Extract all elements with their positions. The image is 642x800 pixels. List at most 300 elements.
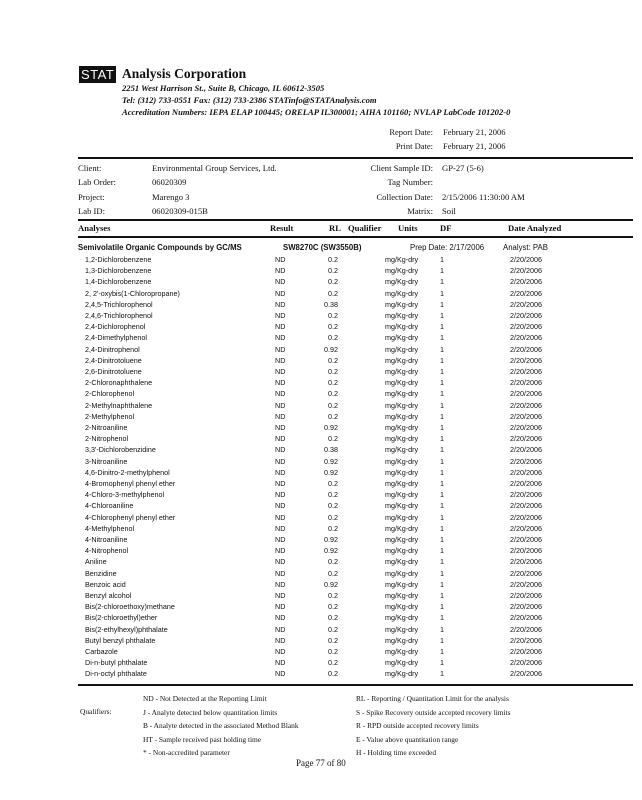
result-value: ND — [275, 669, 286, 679]
units-value: mg/Kg-dry — [385, 512, 419, 522]
result-value: ND — [275, 546, 286, 556]
table-row — [0, 636, 642, 647]
units-value: mg/Kg-dry — [385, 456, 419, 466]
date-analyzed-value: 2/20/2006 — [510, 512, 542, 522]
table-row — [0, 333, 642, 344]
date-analyzed-value: 2/20/2006 — [510, 288, 542, 298]
rl-value: 0.2 — [328, 479, 338, 488]
df-value: 1 — [440, 579, 444, 589]
result-value: ND — [275, 255, 286, 264]
result-value: ND — [275, 344, 286, 354]
units-value: mg/Kg-dry — [385, 434, 419, 444]
rl-value: 0.2 — [328, 557, 338, 567]
analyte-name: 2-Nitroaniline — [85, 423, 128, 432]
units-value: mg/Kg-dry — [385, 591, 419, 600]
analyte-name: Bis(2-chloroethyl)ether — [85, 613, 158, 623]
result-value: ND — [275, 535, 286, 544]
divider — [78, 157, 633, 159]
df-value: 1 — [440, 434, 444, 444]
analyte-name: Benzoic acid — [85, 579, 126, 589]
df-value: 1 — [440, 624, 444, 634]
rl-value: 0.2 — [328, 512, 338, 522]
rl-value: 0.2 — [328, 322, 338, 332]
df-value: 1 — [440, 411, 444, 421]
client-label: Client: — [78, 163, 102, 173]
qualifier-item: E - Value above quantitation range — [356, 734, 459, 744]
analyte-name: 4-Nitroaniline — [85, 535, 128, 544]
analyte-name: 2-Methylnaphthalene — [85, 400, 153, 410]
result-value: ND — [275, 355, 286, 365]
result-value: ND — [275, 501, 286, 511]
date-analyzed-value: 2/20/2006 — [510, 411, 542, 421]
tag-number-label: Tag Number: — [387, 177, 433, 187]
df-value: 1 — [440, 669, 444, 679]
df-value: 1 — [440, 535, 444, 544]
date-analyzed-value: 2/20/2006 — [510, 400, 542, 410]
analyte-name: 1,3-Dichlorobenzene — [85, 266, 152, 276]
result-value: ND — [275, 423, 286, 432]
stat-logo: STAT — [81, 67, 115, 82]
date-analyzed-value: 2/20/2006 — [510, 535, 542, 544]
df-value: 1 — [440, 344, 444, 354]
rl-value: 0.2 — [328, 411, 338, 421]
date-analyzed-value: 2/20/2006 — [510, 255, 542, 264]
analyte-name: Benzidine — [85, 568, 117, 578]
analyte-name: Bis(2-chloroethoxy)methane — [85, 602, 175, 612]
analyte-name: 2,4,6-Trichlorophenol — [85, 311, 153, 320]
date-analyzed-value: 2/20/2006 — [510, 613, 542, 623]
df-value: 1 — [440, 523, 444, 533]
units-value: mg/Kg-dry — [385, 255, 419, 264]
table-row — [0, 445, 642, 456]
result-value: ND — [275, 333, 286, 343]
table-row — [0, 658, 642, 669]
qualifier-item: R - RPD outside accepted recovery limits — [356, 721, 479, 730]
col-date-analyzed: Date Analyzed — [508, 223, 562, 233]
rl-value: 0.2 — [328, 434, 338, 444]
df-value: 1 — [440, 378, 444, 388]
rl-value: 0.2 — [328, 355, 338, 365]
rl-value: 0.2 — [328, 378, 338, 388]
table-row — [0, 389, 642, 400]
rl-value: 0.2 — [328, 501, 338, 511]
units-value: mg/Kg-dry — [385, 613, 419, 623]
matrix-label: Matrix: — [407, 206, 433, 216]
table-row — [0, 277, 642, 288]
df-value: 1 — [440, 389, 444, 399]
table-row — [0, 569, 642, 580]
analyte-name: 1,4-Dichlorobenzene — [85, 277, 152, 287]
analyte-name: 4-Nitrophenol — [85, 546, 129, 556]
date-analyzed-value: 2/20/2006 — [510, 277, 542, 287]
divider — [78, 684, 633, 686]
table-row — [0, 378, 642, 389]
analyte-name: 4,6-Dinitro-2-methylphenol — [85, 467, 170, 477]
divider — [78, 236, 633, 238]
analyte-name: 1,2-Dichlorobenzene — [85, 255, 152, 264]
df-value: 1 — [440, 546, 444, 556]
analyte-name: 2-Chloronaphthalene — [85, 378, 153, 388]
units-value: mg/Kg-dry — [385, 669, 419, 679]
col-qualifier: Qualifier — [348, 223, 382, 233]
df-value: 1 — [440, 311, 444, 320]
rl-value: 0.2 — [328, 624, 338, 634]
table-row — [0, 356, 642, 367]
result-value: ND — [275, 658, 286, 668]
rl-value: 0.2 — [328, 602, 338, 612]
rl-value: 0.92 — [324, 423, 338, 432]
units-value: mg/Kg-dry — [385, 557, 419, 567]
result-value: ND — [275, 456, 286, 466]
print-date-value: February 21, 2006 — [443, 141, 506, 151]
qualifier-item: B - Analyte detected in the associated Method Blank — [143, 721, 299, 730]
analyte-name: Bis(2-ethylhexyl)phthalate — [85, 624, 168, 634]
date-analyzed-value: 2/20/2006 — [510, 647, 542, 656]
table-row — [0, 625, 642, 636]
lab-order-value: 06020309 — [152, 177, 187, 187]
rl-value: 0.2 — [328, 255, 338, 264]
table-row — [0, 401, 642, 412]
rl-value: 0.92 — [324, 467, 338, 477]
qualifier-item: H - Holding time exceeded — [356, 748, 437, 757]
units-value: mg/Kg-dry — [385, 602, 419, 612]
analyte-name: 3,3'-Dichlorobenzidine — [85, 445, 156, 455]
collection-date-value: 2/15/2006 11:30:00 AM — [442, 192, 525, 202]
units-value: mg/Kg-dry — [385, 266, 419, 276]
page-number: Page 77 of 80 — [296, 758, 346, 768]
col-df: DF — [440, 223, 452, 233]
df-value: 1 — [440, 299, 444, 309]
rl-value: 0.2 — [328, 389, 338, 399]
units-value: mg/Kg-dry — [385, 624, 419, 634]
date-analyzed-value: 2/20/2006 — [510, 669, 542, 679]
client-value: Environmental Group Services, Ltd. — [152, 163, 277, 173]
date-analyzed-value: 2/20/2006 — [510, 423, 542, 432]
analyte-name: Butyl benzyl phthalate — [85, 635, 156, 645]
rl-value: 0.2 — [328, 635, 338, 645]
units-value: mg/Kg-dry — [385, 445, 419, 455]
units-value: mg/Kg-dry — [385, 490, 419, 500]
df-value: 1 — [440, 456, 444, 466]
date-analyzed-value: 2/20/2006 — [510, 467, 542, 477]
units-value: mg/Kg-dry — [385, 333, 419, 343]
table-row — [0, 457, 642, 468]
date-analyzed-value: 2/20/2006 — [510, 434, 542, 444]
table-row — [0, 490, 642, 501]
table-row — [0, 546, 642, 557]
df-value: 1 — [440, 591, 444, 600]
qualifier-item: S - Spike Recovery outside accepted recovery limits — [356, 707, 511, 717]
report-date-label: Report Date: — [389, 127, 433, 137]
section-analyst: Analyst: PAB — [503, 243, 548, 252]
analyte-name: 2, 2'-oxybis(1-Chloropropane) — [85, 288, 180, 298]
table-row — [0, 367, 642, 378]
df-value: 1 — [440, 322, 444, 332]
col-rl: RL — [329, 223, 341, 233]
result-value: ND — [275, 647, 286, 656]
table-row — [0, 311, 642, 322]
units-value: mg/Kg-dry — [385, 658, 419, 668]
date-analyzed-value: 2/20/2006 — [510, 602, 542, 612]
analyte-name: 4-Chlorophenyl phenyl ether — [85, 512, 176, 522]
units-value: mg/Kg-dry — [385, 288, 419, 298]
rl-value: 0.2 — [328, 400, 338, 410]
table-row — [0, 647, 642, 658]
units-value: mg/Kg-dry — [385, 523, 419, 533]
analyte-name: 4-Methylphenol — [85, 523, 135, 533]
units-value: mg/Kg-dry — [385, 647, 419, 656]
result-value: ND — [275, 602, 286, 612]
df-value: 1 — [440, 445, 444, 455]
result-value: ND — [275, 613, 286, 623]
units-value: mg/Kg-dry — [385, 277, 419, 287]
rl-value: 0.2 — [328, 367, 338, 376]
rl-value: 0.2 — [328, 647, 338, 656]
units-value: mg/Kg-dry — [385, 467, 419, 477]
analyte-name: 2-Methylphenol — [85, 411, 135, 421]
rl-value: 0.2 — [328, 266, 338, 276]
table-row — [0, 513, 642, 524]
rl-value: 0.2 — [328, 568, 338, 578]
result-value: ND — [275, 378, 286, 388]
result-value: ND — [275, 322, 286, 332]
result-value: ND — [275, 445, 286, 455]
date-analyzed-value: 2/20/2006 — [510, 378, 542, 388]
df-value: 1 — [440, 333, 444, 343]
qualifier-item: J - Analyte detected below quantitation limits — [143, 707, 278, 717]
col-analyses: Analyses — [78, 223, 111, 233]
lab-order-label: Lab Order: — [78, 177, 116, 187]
table-row — [0, 255, 642, 266]
table-row — [0, 266, 642, 277]
df-value: 1 — [440, 479, 444, 488]
date-analyzed-value: 2/20/2006 — [510, 523, 542, 533]
qualifier-item: ND - Not Detected at the Reporting Limit — [143, 694, 267, 703]
units-value: mg/Kg-dry — [385, 355, 419, 365]
analyte-name: Di-n-butyl phthalate — [85, 658, 148, 668]
units-value: mg/Kg-dry — [385, 367, 419, 376]
company-contact: Tel: (312) 733-0551 Fax: (312) 733-2386 STATinfo@STATAnalysis.com — [122, 95, 377, 105]
analyte-name: 3-Nitroaniline — [85, 456, 128, 466]
result-value: ND — [275, 523, 286, 533]
table-row — [0, 479, 642, 490]
analyte-name: 2,4,5-Trichlorophenol — [85, 299, 153, 309]
result-value: ND — [275, 490, 286, 500]
rl-value: 0.2 — [328, 523, 338, 533]
result-value: ND — [275, 579, 286, 589]
df-value: 1 — [440, 635, 444, 645]
table-row — [0, 300, 642, 311]
section-title: Semivolatile Organic Compounds by GC/MS — [78, 243, 242, 252]
date-analyzed-value: 2/20/2006 — [510, 557, 542, 567]
lab-id-value: 06020309-015B — [152, 206, 208, 216]
analyte-name: 2,4-Dimethylphenol — [85, 333, 147, 343]
print-date-label: Print Date: — [395, 141, 433, 151]
rl-value: 0.2 — [328, 277, 338, 287]
table-row — [0, 412, 642, 423]
table-row — [0, 557, 642, 568]
result-value: ND — [275, 311, 286, 320]
df-value: 1 — [440, 490, 444, 500]
result-value: ND — [275, 288, 286, 298]
result-value: ND — [275, 367, 286, 376]
divider — [78, 219, 633, 221]
company-name: Analysis Corporation — [122, 66, 247, 81]
table-row — [0, 613, 642, 624]
units-value: mg/Kg-dry — [385, 344, 419, 354]
analyte-name: Benzyl alcohol — [85, 591, 132, 600]
lab-id-label: Lab ID: — [78, 206, 105, 216]
units-value: mg/Kg-dry — [385, 501, 419, 511]
analyte-name: 2,4-Dinitrophenol — [85, 344, 140, 354]
units-value: mg/Kg-dry — [385, 479, 419, 488]
collection-date-label: Collection Date: — [376, 192, 433, 202]
analyte-name: Carbazole — [85, 647, 118, 656]
units-value: mg/Kg-dry — [385, 322, 419, 332]
table-row — [0, 669, 642, 680]
df-value: 1 — [440, 467, 444, 477]
df-value: 1 — [440, 355, 444, 365]
date-analyzed-value: 2/20/2006 — [510, 568, 542, 578]
table-header — [0, 223, 642, 235]
rl-value: 0.92 — [324, 535, 338, 544]
table-row — [0, 524, 642, 535]
matrix-value: Soil — [442, 206, 456, 216]
project-label: Project: — [78, 192, 105, 202]
analyte-name: Di-n-octyl phthalate — [85, 669, 147, 679]
date-analyzed-value: 2/20/2006 — [510, 658, 542, 668]
date-analyzed-value: 2/20/2006 — [510, 579, 542, 589]
qualifier-item: * - Non-accredited parameter — [143, 748, 230, 757]
analyte-name: 2-Nitrophenol — [85, 434, 129, 444]
table-row — [0, 535, 642, 546]
result-value: ND — [275, 467, 286, 477]
report-date-value: February 21, 2006 — [443, 127, 506, 137]
units-value: mg/Kg-dry — [385, 568, 419, 578]
df-value: 1 — [440, 367, 444, 376]
units-value: mg/Kg-dry — [385, 423, 419, 432]
result-value: ND — [275, 299, 286, 309]
date-analyzed-value: 2/20/2006 — [510, 355, 542, 365]
accreditation-numbers: Accreditation Numbers: IEPA ELAP 100445; ORELAP IL300001; AIHA 101160; NVLAP LabCode 101202-0 — [122, 107, 511, 117]
analyte-name: Aniline — [85, 557, 107, 567]
rl-value: 0.2 — [328, 658, 338, 668]
result-value: ND — [275, 411, 286, 421]
df-value: 1 — [440, 501, 444, 511]
units-value: mg/Kg-dry — [385, 546, 419, 556]
df-value: 1 — [440, 288, 444, 298]
date-analyzed-value: 2/20/2006 — [510, 591, 542, 600]
df-value: 1 — [440, 658, 444, 668]
qualifiers-label: Qualifiers: — [80, 707, 112, 716]
col-result: Result — [270, 223, 294, 233]
result-value: ND — [275, 434, 286, 444]
analyte-name: 2,4-Dichlorophenol — [85, 322, 146, 332]
result-value: ND — [275, 568, 286, 578]
df-value: 1 — [440, 400, 444, 410]
rl-value: 0.92 — [324, 546, 338, 556]
result-value: ND — [275, 624, 286, 634]
rl-value: 0.92 — [324, 456, 338, 466]
date-analyzed-value: 2/20/2006 — [510, 266, 542, 276]
date-analyzed-value: 2/20/2006 — [510, 344, 542, 354]
rl-value: 0.2 — [328, 669, 338, 679]
units-value: mg/Kg-dry — [385, 389, 419, 399]
units-value: mg/Kg-dry — [385, 411, 419, 421]
rl-value: 0.2 — [328, 311, 338, 320]
date-analyzed-value: 2/20/2006 — [510, 635, 542, 645]
table-row — [0, 591, 642, 602]
units-value: mg/Kg-dry — [385, 635, 419, 645]
table-row — [0, 289, 642, 300]
rl-value: 0.2 — [328, 613, 338, 623]
result-value: ND — [275, 277, 286, 287]
df-value: 1 — [440, 512, 444, 522]
qualifier-item: RL - Reporting / Quantitation Limit for the analysis — [356, 694, 509, 703]
analyte-name: 4-Bromophenyl phenyl ether — [85, 479, 176, 488]
date-analyzed-value: 2/20/2006 — [510, 311, 542, 320]
table-row — [0, 602, 642, 613]
df-value: 1 — [440, 277, 444, 287]
df-value: 1 — [440, 266, 444, 276]
table-row — [0, 468, 642, 479]
section-prep-date: Prep Date: 2/17/2006 — [410, 243, 485, 252]
result-value: ND — [275, 512, 286, 522]
date-analyzed-value: 2/20/2006 — [510, 479, 542, 488]
date-analyzed-value: 2/20/2006 — [510, 624, 542, 634]
table-row — [0, 423, 642, 434]
units-value: mg/Kg-dry — [385, 311, 419, 320]
rl-value: 0.2 — [328, 591, 338, 600]
date-analyzed-value: 2/20/2006 — [510, 299, 542, 309]
df-value: 1 — [440, 647, 444, 656]
result-value: ND — [275, 591, 286, 600]
table-row — [0, 580, 642, 591]
df-value: 1 — [440, 557, 444, 567]
rl-value: 0.2 — [328, 333, 338, 343]
rl-value: 0.92 — [324, 579, 338, 589]
rl-value: 0.2 — [328, 288, 338, 298]
date-analyzed-value: 2/20/2006 — [510, 367, 542, 376]
analyte-name: 2,6-Dinitrotoluene — [85, 367, 142, 376]
df-value: 1 — [440, 255, 444, 264]
project-value: Marengo 3 — [152, 192, 190, 202]
analyte-name: 4-Chloroaniline — [85, 501, 134, 511]
rl-value: 0.38 — [324, 299, 338, 309]
result-value: ND — [275, 557, 286, 567]
rl-value: 0.92 — [324, 344, 338, 354]
analyte-name: 2-Chlorophenol — [85, 389, 135, 399]
rl-value: 0.38 — [324, 445, 338, 455]
client-sample-id-label: Client Sample ID: — [370, 163, 433, 173]
result-value: ND — [275, 400, 286, 410]
df-value: 1 — [440, 613, 444, 623]
units-value: mg/Kg-dry — [385, 400, 419, 410]
date-analyzed-value: 2/20/2006 — [510, 322, 542, 332]
rl-value: 0.2 — [328, 490, 338, 500]
units-value: mg/Kg-dry — [385, 579, 419, 589]
units-value: mg/Kg-dry — [385, 378, 419, 388]
col-units: Units — [398, 223, 418, 233]
analyte-name: 2,4-Dinitrotoluene — [85, 355, 142, 365]
result-value: ND — [275, 635, 286, 645]
table-row — [0, 345, 642, 356]
date-analyzed-value: 2/20/2006 — [510, 490, 542, 500]
analyte-name: 4-Chloro-3-methylphenol — [85, 490, 165, 500]
df-value: 1 — [440, 602, 444, 612]
date-analyzed-value: 2/20/2006 — [510, 389, 542, 399]
result-value: ND — [275, 389, 286, 399]
